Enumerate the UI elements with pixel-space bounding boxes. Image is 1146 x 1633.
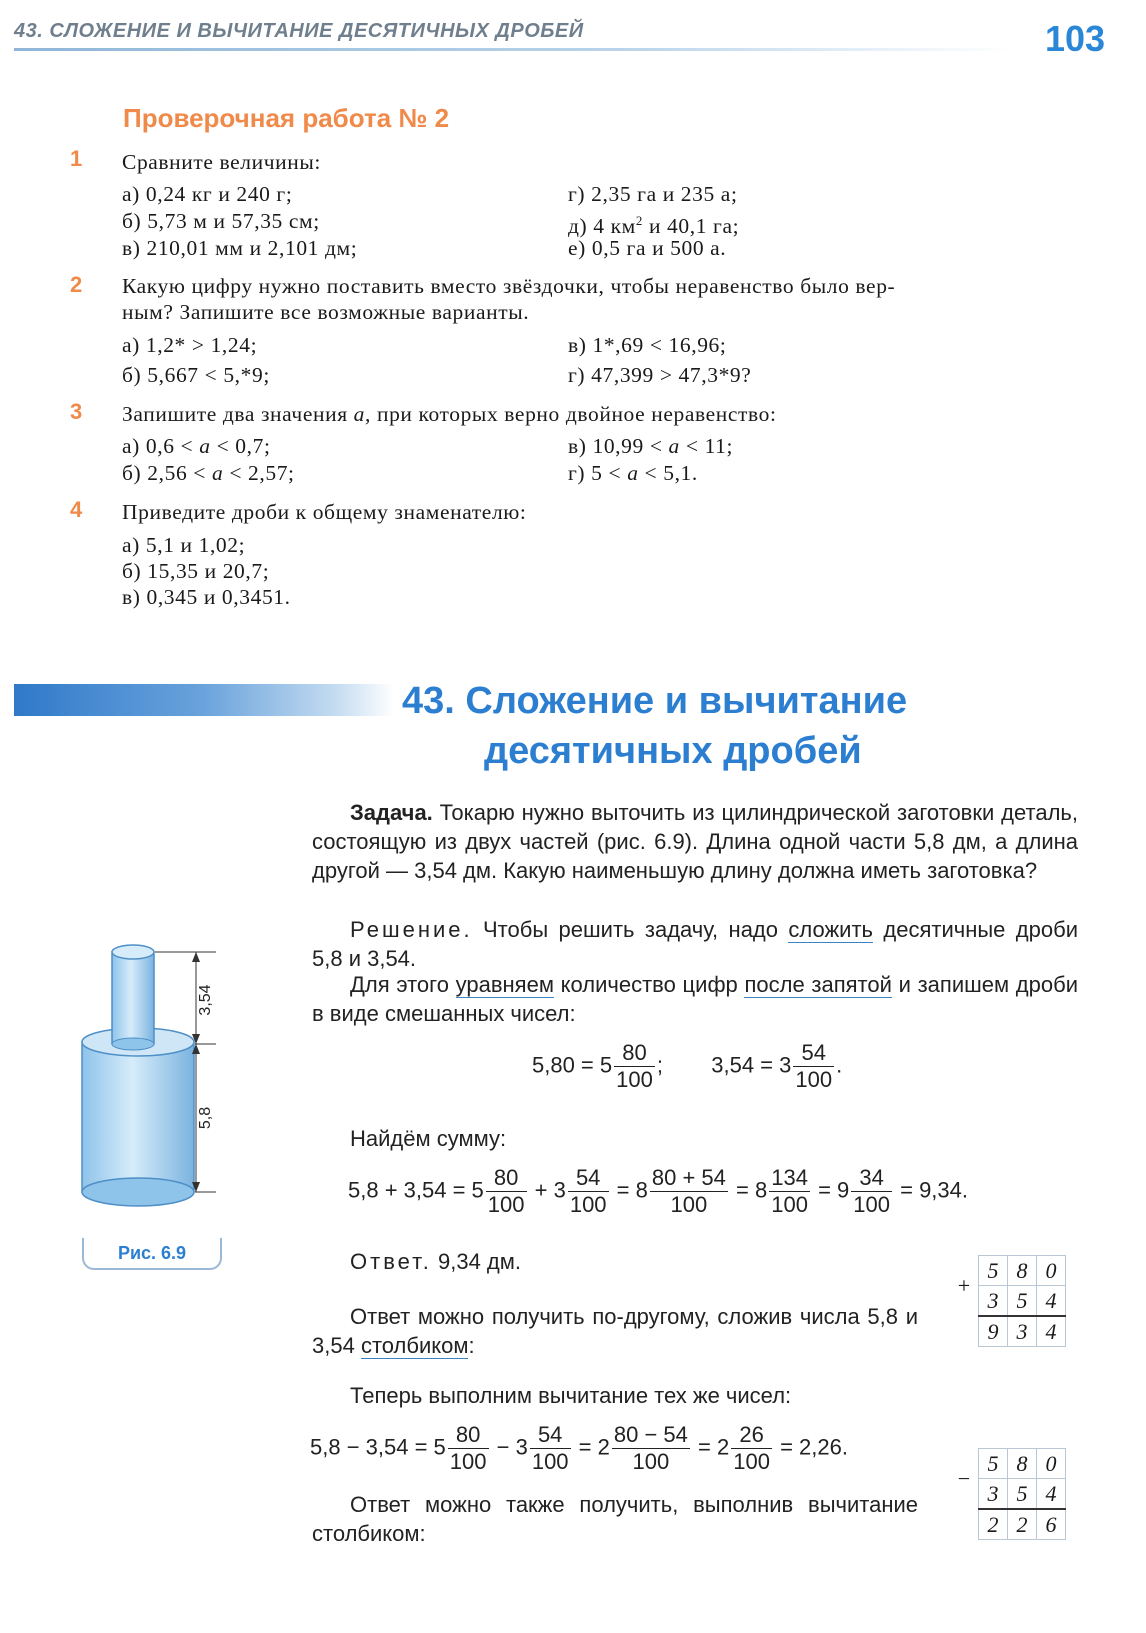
digit: 8 (1008, 1256, 1037, 1286)
small-cylinder-base (112, 1038, 154, 1050)
section-title (402, 676, 962, 776)
small-cylinder (112, 952, 154, 1044)
cylinder-figure (60, 930, 260, 1210)
header-rule (14, 48, 1014, 51)
task-item: е) 0,5 га и 500 а. (568, 236, 727, 260)
column-addition (950, 1255, 1066, 1347)
formula-sub: 5,8 − 3,54 = 5 $\frac{80}{100}$ − 3 $\frac{54}{100}$ = 2 $\frac{80 - 54}{100}$ = 2 $\frac{26}{100}$ = 2,26. (310, 1422, 848, 1474)
section-title-line: 43. Сложение и вычитание (402, 680, 908, 722)
task-item: б) 2,56 < a < 2,57; (122, 461, 295, 485)
paragraph: Ответ можно также получить, выполнив вычитание столбиком: (312, 1492, 918, 1546)
test-title: Проверочная работа № 2 (123, 103, 450, 133)
arrow-up-icon (192, 952, 200, 962)
digit: 4 (1037, 1316, 1066, 1347)
task-item: в) 10,99 < a < 11; (568, 434, 734, 458)
column-subtraction (950, 1448, 1066, 1540)
plus-sign: + (957, 1272, 971, 1298)
section-bar (14, 684, 394, 716)
task-prompt: Приведите дроби к общему знаменателю: (122, 500, 527, 524)
task-item: а) 1,2* > 1,24; (122, 333, 258, 357)
digit: 9 (979, 1316, 1008, 1347)
section-title-line: десятичных дробей (484, 730, 862, 772)
digit: 5 (979, 1256, 1008, 1286)
dimension-label: 5,8 (197, 1106, 214, 1130)
digit: 5 (1008, 1479, 1037, 1510)
paragraph: Для этого уравняем количество цифр после запятой и запишем дроби в виде смешанных чисел: (312, 972, 1079, 1026)
large-cylinder-base (82, 1178, 194, 1206)
task-item: в) 0,345 и 0,3451. (122, 585, 291, 609)
task-item: а) 0,6 < a < 0,7; (122, 434, 271, 458)
term-link[interactable]: после запятой (744, 972, 892, 997)
solution-paragraph: Решение. Чтобы решить задачу, надо сложить десятичные дроби 5,8 и 3,54. (312, 917, 1078, 971)
problem-paragraph: Задача. Токарю нужно выточить из цилиндрической заготовки деталь, состоящую из двух частей (рис. 6.9). Длина одной части 5,8 дм, а длина другой — 3,54 дм. Какую наименьшую длину должна иметь заготовка? (312, 800, 1078, 883)
task-item: а) 0,24 кг и 240 г; (122, 182, 293, 206)
term-link[interactable]: сложить (788, 917, 874, 942)
minus-sign: − (957, 1465, 971, 1491)
digit: 3 (979, 1286, 1008, 1317)
task-prompt: Какую цифру нужно поставить вместо звёздочки, чтобы неравенство было вер- (122, 274, 896, 298)
task-number: 1 (70, 146, 83, 171)
figure-caption: Рис. 6.9 (82, 1238, 222, 1270)
digit: 5 (979, 1449, 1008, 1479)
digit: 8 (1008, 1449, 1037, 1479)
running-header: 43. СЛОЖЕНИЕ И ВЫЧИТАНИЕ ДЕСЯТИЧНЫХ ДРОБЕЙ (14, 20, 584, 42)
digit: 3 (979, 1479, 1008, 1510)
task-item: в) 210,01 мм и 2,101 дм; (122, 236, 358, 260)
digit: 4 (1037, 1479, 1066, 1510)
digit: 5 (1008, 1286, 1037, 1317)
task-item: б) 15,35 и 20,7; (122, 559, 270, 583)
task-item: г) 2,35 га и 235 а; (568, 182, 738, 206)
subtraction-intro: Теперь выполним вычитание тех же чисел: (350, 1383, 792, 1408)
term-link[interactable]: столбиком (360, 1333, 469, 1358)
task-item: д) 4 $км^2$ и 40,1 га; (568, 213, 740, 239)
dimension-label: 3,54 (197, 984, 214, 1016)
task-prompt: ным? Запишите все возможные варианты. (122, 300, 530, 324)
task-item: г) 47,399 > 47,3*9? (568, 363, 752, 387)
problem-label: Задача. (350, 800, 433, 825)
digit: 0 (1037, 1256, 1066, 1286)
task-prompt: Сравните величины: (122, 150, 321, 174)
task-number: 4 (70, 497, 83, 522)
task-item: б) 5,667 < 5,*9; (122, 363, 270, 387)
answer-text: Ответ. 9,34 дм. (350, 1249, 522, 1274)
find-sum-text: Найдём сумму: (350, 1126, 507, 1151)
task-prompt: Запишите два значения a, при которых верно двойное неравенство: (122, 402, 777, 426)
page-number: 103 (1045, 18, 1106, 59)
large-cylinder (82, 1042, 194, 1192)
digit: 0 (1037, 1449, 1066, 1479)
term-link[interactable]: уравняем (455, 972, 554, 997)
task-item: г) 5 < a < 5,1. (568, 461, 698, 485)
task-number: 3 (70, 399, 83, 424)
formula-mixed: 5,80 = 5 $\frac{80}{100}$ ; 3,54 = 3 $\frac{54}{100}$ . (532, 1040, 843, 1092)
digit: 2 (979, 1509, 1008, 1540)
digit: 6 (1037, 1509, 1066, 1540)
digit: 2 (1008, 1509, 1037, 1540)
task-item: а) 5,1 и 1,02; (122, 533, 246, 557)
paragraph: Ответ можно получить по-другому, сложив числа 5,8 и 3,54 столбиком: (312, 1304, 918, 1358)
small-cylinder-top (112, 945, 154, 959)
formula-sum: 5,8 + 3,54 = 5 $\frac{80}{100}$ + 3 $\frac{54}{100}$ = 8 $\frac{80 + 54}{100}$ = 8 $\frac{134}{100}$ = 9 $\frac{34}{100}$ = 9,34. (348, 1165, 968, 1217)
task-item: б) 5,73 м и 57,35 см; (122, 209, 320, 233)
digit: 3 (1008, 1316, 1037, 1347)
task-item: в) 1*,69 < 16,96; (568, 333, 727, 357)
task-number: 2 (70, 272, 83, 297)
digit: 4 (1037, 1286, 1066, 1317)
